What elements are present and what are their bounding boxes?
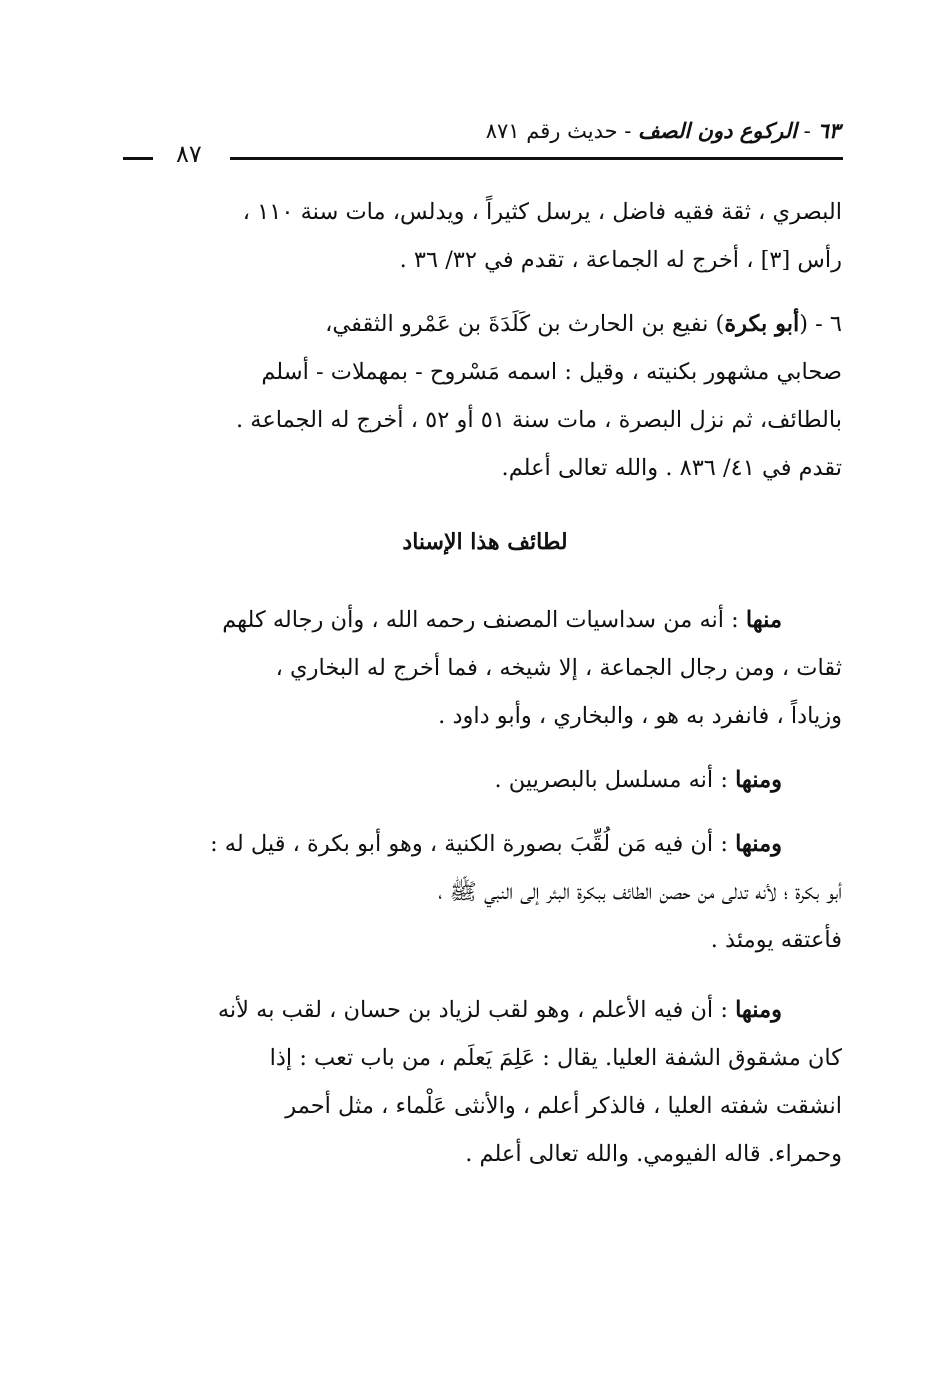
subtlety-item — [128, 820, 842, 868]
narrator-entry-line: تقدم في ٤١/ ٨٣٦ . والله تعالى أعلم. — [501, 455, 842, 481]
subtlety-line: فأعتقه يومئذ . — [710, 927, 842, 953]
narrator-bio-line: رأس [٣] ، أخرج له الجماعة ، تقدم في ٣٢/ ٣٦ . — [399, 247, 842, 273]
subtlety-item — [128, 756, 842, 804]
narrator-entry — [128, 300, 842, 348]
section-heading: لطائف هذا الإسناد — [402, 529, 568, 555]
item-text: : أنه من سداسيات المصنف رحمه الله ، وأن رجاله كلهم — [222, 607, 746, 633]
item-keyword: ومنها — [735, 831, 782, 857]
subtlety-line: ثقات ، ومن رجال الجماعة ، إلا شيخه ، فما أخرج له البخاري ، — [275, 655, 842, 681]
item-keyword: منها — [745, 607, 782, 633]
subtlety-item — [128, 986, 842, 1034]
subtlety-line: انشقت شفته العليا ، فالذكر أعلم ، والأنثى عَلْماء ، مثل أحمر — [285, 1093, 842, 1119]
item-keyword: ومنها — [735, 997, 782, 1023]
running-header: ٦٣ - الركوع دون الصف - حديث رقم ٨٧١ — [485, 118, 840, 143]
subtlety-line: وزياداً ، فانفرد به هو ، والبخاري ، وأبو داود . — [438, 703, 842, 729]
chapter-title: الركوع دون الصف — [638, 118, 797, 143]
subtlety-line: وحمراء. قاله الفيومي. والله تعالى أعلم . — [465, 1141, 842, 1167]
item-keyword: ومنها — [735, 767, 782, 793]
subtlety-line: أبو بكرة ؛ لأنه تدلى من حصن الطائف ببكرة البئر إلى النبي ﷺ ، — [438, 879, 842, 905]
hadith-reference: حديث رقم ٨٧١ — [485, 119, 618, 143]
item-text: : أن فيه مَن لُقِّبَ بصورة الكنية ، وهو أبو بكرة ، قيل له : — [210, 831, 736, 857]
page-number: ٨٧ — [176, 140, 202, 168]
subtlety-line: كان مشقوق الشفة العليا. يقال : عَلِمَ يَعلَم ، من باب تعب : إذا — [269, 1045, 842, 1071]
narrator-entry-line: صحابي مشهور بكنيته ، وقيل : اسمه مَسْروح - بمهملات - أسلم — [261, 359, 842, 385]
subtlety-item — [128, 596, 842, 644]
narrator-entry-line: بالطائف، ثم نزل البصرة ، مات سنة ٥١ أو ٥٢ ، أخرج له الجماعة . — [235, 407, 842, 433]
page-body — [128, 188, 842, 1178]
entry-number: ٦ - ( — [799, 311, 842, 337]
chapter-number: ٦٣ — [817, 118, 840, 143]
item-text: : أن فيه الأعلم ، وهو لقب لزياد بن حسان ، لقب به لأنه — [217, 997, 736, 1023]
narrator-name: أبو بكرة — [724, 311, 800, 337]
item-text: : أنه مسلسل بالبصريين . — [494, 767, 736, 793]
narrator-bio-line: البصري ، ثقة فقيه فاضل ، يرسل كثيراً ، ويدلس، مات سنة ١١٠ ، — [242, 199, 842, 225]
page-number-rule — [123, 157, 153, 160]
header-rule — [230, 157, 843, 160]
narrator-lineage: ) نفيع بن الحارث بن كَلَدَةَ بن عَمْرو الثقفي، — [325, 311, 725, 337]
